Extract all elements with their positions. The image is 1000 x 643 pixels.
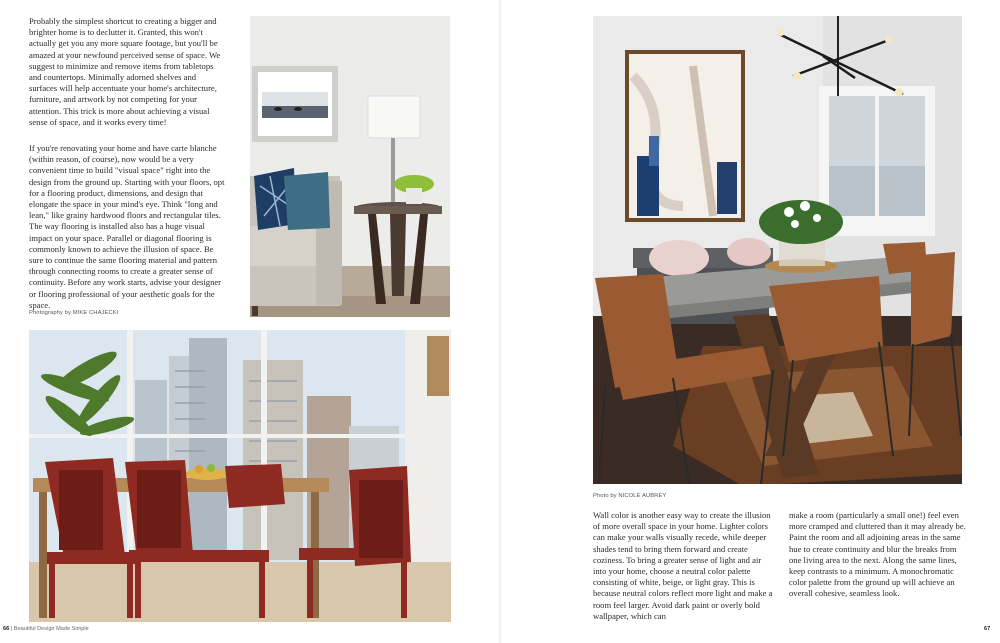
body-column-2: make a room (particularly a small one!) feel even more cramped and cluttered than it may already be. Paint the room and all adjoining areas in the same hue to create continuity and blur the breaks from one living area to the next. Along the same lines, keep contrasts to a minimum. A monochromatic color palette from the ground up will achieve an overall cohesive, seamless look. [789,510,966,599]
dining-window-photo [29,330,451,622]
living-room-photo [250,16,450,317]
body-paragraph: Probably the simplest shortcut to creating a bigger and brighter home is to declutter it. Granted, this won't actually get you any more square footage, but you'll be amazed at your newfound perceived sense of space. We suggest to minimize and remove items from tabletops and countertops. Minimally adorned shelves and surfaces will help accentuate your home's architecture, furniture, and artwork by not competing for your attention. This trick is more about achieving a visual sense of space, and it works every time! [29,16,221,127]
photo-credit: Photography by MIKE CHAJECKI [29,310,119,316]
body-column-1: Wall color is another easy way to create the illusion of more overall space in your home. Lighter colors can make your walls visually recede, while deeper shades tend to bring them forward and create coziness. To bring a greater sense of light and air into your home, choose a neutral color palette consisting of white, beige, or light gray. This is because neutral colors reflect more light and make a room feel larger. Avoid dark paint or overly bold wallpaper, which can [593,510,773,621]
spine-gutter [499,0,501,643]
publication-name: | Beautiful Design Made Simple [10,626,89,632]
dining-room-photo [593,16,962,484]
body-paragraph: If you're renovating your home and have carte blanche (within reason, of course), now would be a very convenient time to build "visual space" right into the design from the ground up. Starting with your floors, opt for a flooring product, dimensions, and design that elongate the space in your mind's eye. Think "long and lean," like grainy hardwood floors and rectangular tiles. The way flooring is installed also has a huge visual impact on your space. Parallel or diagonal flooring is commonly known to achieve the illusion of space. Be sure to continue the same flooring material and pattern through connecting rooms to create a greater sense of continuity. Before any work starts, advise your designer or flooring professional of your aesthetic goals for the space. [29,143,225,310]
page-folio [984,626,990,632]
page-number: 66 [3,626,10,632]
page-number: 67 [984,626,991,632]
photo-credit: Photo by NICOLE AUBREY [593,493,667,499]
page-folio [3,626,89,632]
